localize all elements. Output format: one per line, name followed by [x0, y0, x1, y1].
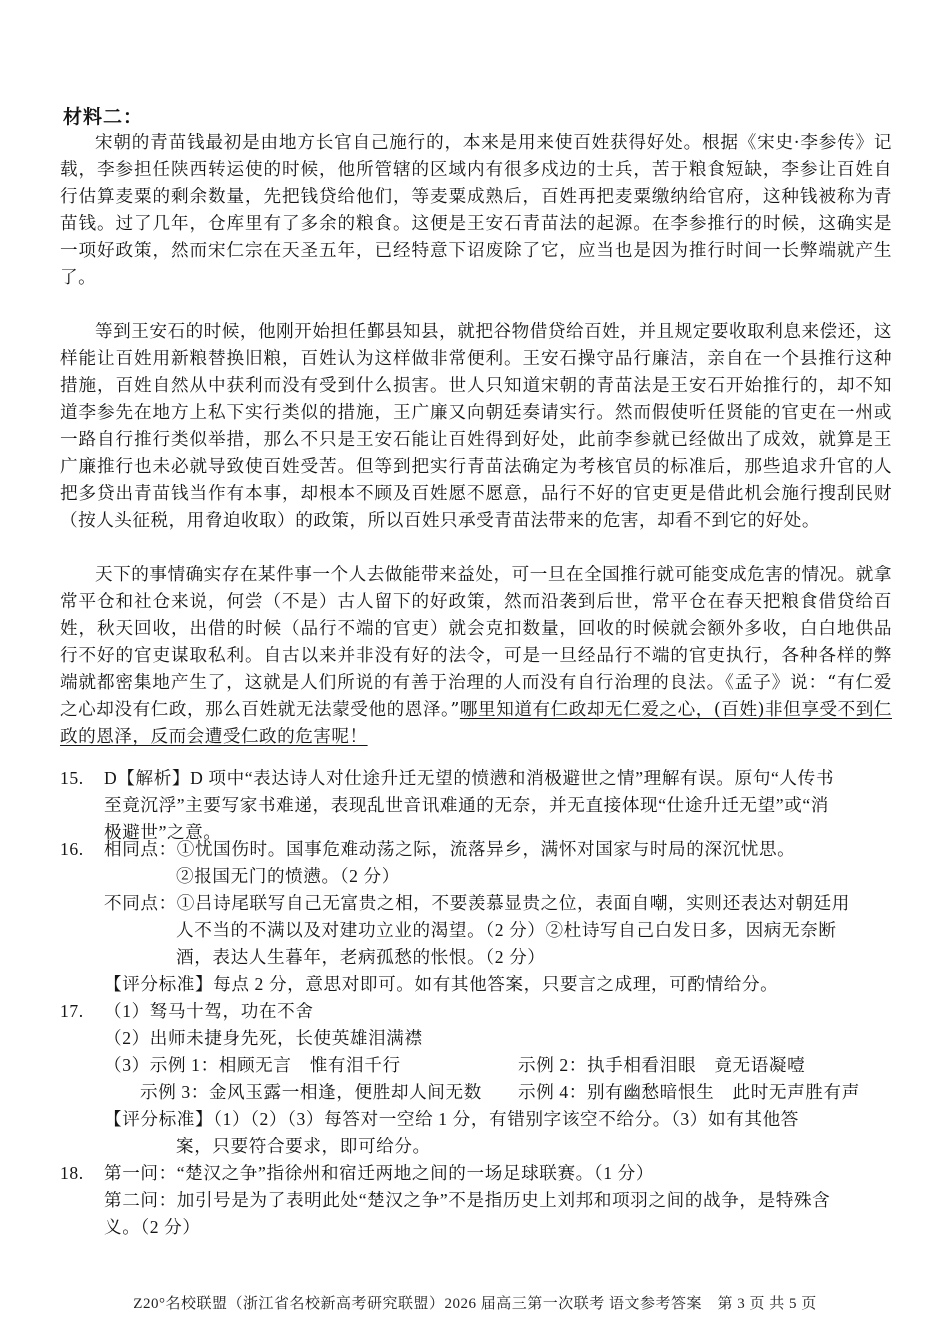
answer-17-standard-2: 案，只要符合要求，即可给分。: [176, 1136, 431, 1156]
answer-16-line-5: 酒，表达人生暮年，老病孤愁的怅恨。（2 分）: [176, 947, 546, 967]
answer-15-line-3: 极避世”之意。: [104, 822, 222, 842]
question-number: 15.: [60, 768, 84, 788]
same-label: 相同点：: [104, 839, 177, 859]
answer-18-line-1: 18. 第一问：“楚汉之争”指徐州和宿迁两地之间的一场足球联赛。（1 分）: [60, 1160, 654, 1187]
example-2: 示例 2：执手相看泪眼 竟无语凝噎: [518, 1055, 806, 1075]
answer-15-line-1: 15. D【解析】D 项中“表达诗人对仕途升迁无望的愤懑和消极避世之情”理解有误。原句“人传书: [60, 765, 834, 792]
answer-17-standard-1: 【评分标准】（1）（2）（3）每答对一空给 1 分，有错别字该空不给分。（3）如有其他答: [104, 1109, 799, 1129]
material-heading: 材料二：: [63, 106, 144, 128]
answer-17-line-2: （2）出师未捷身先死，长使英雄泪满襟: [104, 1028, 423, 1048]
answer-17-line-3: （3）示例 1：相顾无言 惟有泪千行: [104, 1055, 401, 1075]
answer-18-line-3: 义。（2 分）: [104, 1217, 201, 1237]
answer-16-line-1: 16. 相同点：①忧国伤时。国事危难动荡之际，流落异乡，满怀对国家与时局的深沉忧思。: [60, 836, 795, 863]
example-3: 示例 3：金风玉露一相逢，便胜却人间无数: [140, 1082, 482, 1102]
diff-label: 不同点：: [104, 893, 177, 913]
answer-18-line-2: 第二问：加引号是为了表明此处“楚汉之争”不是指历史上刘邦和项羽之间的战争，是特殊含: [104, 1190, 831, 1210]
answer-16-line-2: ②报国无门的愤懑。（2 分）: [176, 866, 400, 886]
example-1: 示例 1：相顾无言 惟有泪千行: [149, 1055, 401, 1075]
example-4: 示例 4：别有幽愁暗恨生 此时无声胜有声: [518, 1082, 860, 1102]
material-paragraph-2: 等到王安石的时候，他刚开始担任鄞县知县，就把谷物借贷给百姓，并且规定要收取利息来偿还，这样能让百姓用新粮替换旧粮，百姓认为这样做非常便利。王安石操守品行廉洁，亲自在一个县推行这种措施，百姓自然从中获利而没有受到什么损害。世人只知道宋朝的青苗法是王安石开始推行的，却不知道李参先在地方上私下实行类似的措施，王广廉又向朝廷奏请实行。然而假使听任贤能的官吏在一州或一路自行推行类似举措，那么不只是王安石能让百姓得到好处，此前李参就已经做出了成效，就算是王广廉推行也未必就导致使百姓受苦。但等到把实行青苗法确定为考核官员的标准后，那些追求升官的人把多贷出青苗钱当作有本事，却根本不顾及百姓愿不愿意，品行不好的官吏更是借此机会施行搜刮民财（按人头征税，用脅迫收取）的政策，所以百姓只承受青苗法带来的危害，却看不到它的好处。: [60, 322, 892, 531]
question-number: 17.: [60, 1001, 84, 1021]
material-paragraph-3-text: 天下的事情确实存在某件事一个人去做能带来益处，可一旦在全国推行就可能变成危害的情况。就拿常平仓和社仓来说，何尝（不是）古人留下的好政策，然而沿袭到后世，常平仓在春天把粮食借贷给百姓，秋天回收，出借的时候（品行不端的官吏）就会克扣数量，回收的时候就会额外多收，白白地供品行不好的官吏谋取私利。自古以来并非没有好的法令，可是一旦经品行不端的官吏执行，各种各样的弊端就都密集地产生了，这就是人们所说的有善于治理的人而没有自行治理的良法。《孟子》说：“有仁爱之心却没有仁政，那么百姓就无法蒙受他的恩泽。”: [60, 565, 892, 720]
answer-16-line-3: 不同点：①吕诗尾联写自己无富贵之相，不要羡慕显贵之位，表面自嘲，实则还表达对朝廷用: [104, 893, 850, 913]
answer-16-line-4: 人不当的不满以及对建功立业的渴望。（2 分）②杜诗写自己白发日多，因病无奈断: [176, 920, 837, 940]
answer-17-line-1: 17. （1）驽马十驾，功在不舍: [60, 998, 314, 1025]
page-footer: Z20°名校联盟（浙江省名校新高考研究联盟）2026 届高三第一次联考 语文参考答案 第 3 页 共 5 页: [133, 1296, 817, 1312]
material-paragraph-1: 宋朝的青苗钱最初是由地方长官自己施行的，本来是用来使百姓获得好处。根据《宋史·李参传》记载，李参担任陕西转运使的时候，他所管辖的区域内有很多戍边的士兵，苦于粮食短缺，李参让百姓自行估算麦粟的剩余数量，先把钱贷给他们，等麦粟成熟后，百姓再把麦粟缴纳给官府，这种钱被称为青苗钱。过了几年，仓库里有了多余的粮食。这便是王安石青苗法的起源。在李参推行的时候，这确实是一项好政策，然而宋仁宗在天圣五年，已经特意下诏废除了它，应当也是因为推行时间一长弊端就产生了。: [60, 133, 892, 288]
material-paragraph-3: [60, 562, 892, 751]
answer-16-standard: 【评分标准】每点 2 分，意思对即可。如有其他答案，只要言之成理，可酌情给分。: [104, 974, 779, 994]
question-number: 16.: [60, 839, 84, 859]
underlined-sentence: 哪里知道有仁政却无仁爱之心，(百姓)非但享受不到仁政的恩泽，反而会遭受仁政的危害呢！: [60, 700, 892, 747]
answer-15-line-2: 至竟沉浮”主要写家书难递，表现乱世音讯难通的无奈，并无直接体现“仕途升迁无望”或“消: [104, 795, 830, 815]
question-number: 18.: [60, 1163, 84, 1183]
